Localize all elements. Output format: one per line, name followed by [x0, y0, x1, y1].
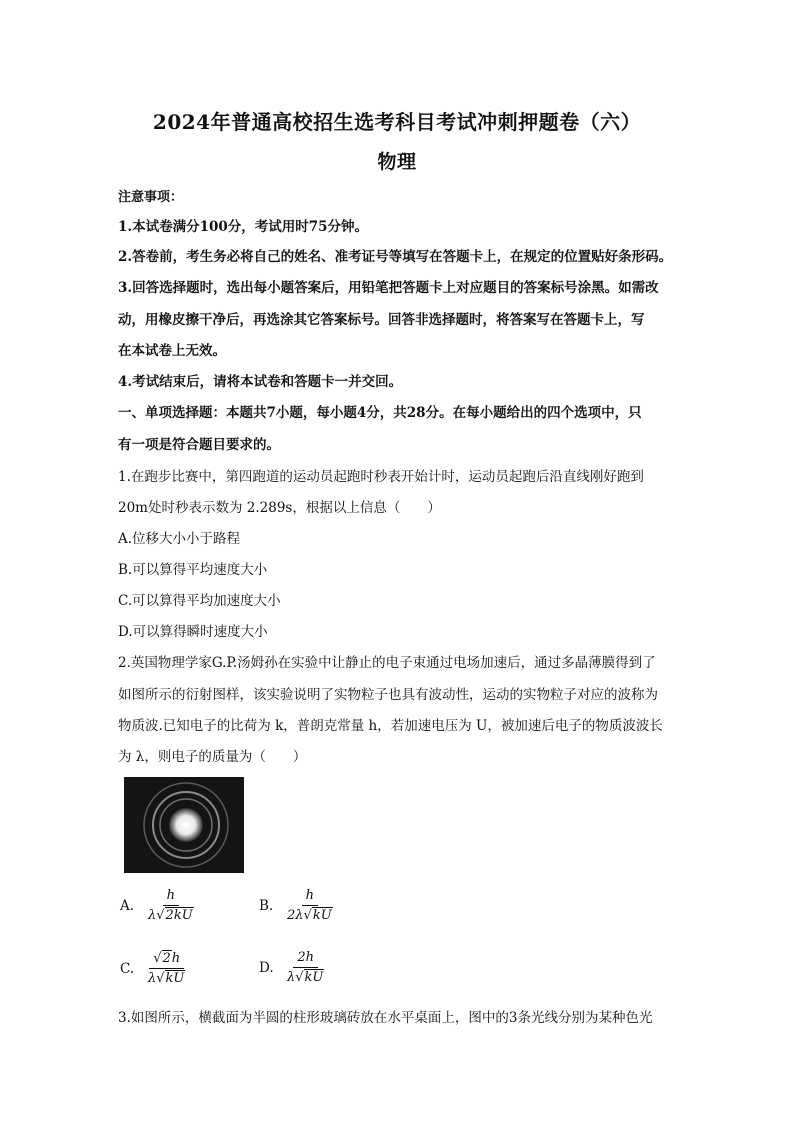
q1-option-d: D.可以算得瞬时速度大小 — [118, 624, 268, 640]
q3-stem: 3.如图所示，横截面为半圆的柱形玻璃砖放在水平桌面上，图中的3条光线分别为某种色光 — [118, 1010, 653, 1026]
fraction: h 2λ √ kU — [287, 888, 332, 923]
note-3: 3.回答选择题时，选出每小题答案后，用铅笔把答题卡上对应题目的答案标号涂黑。如需改 — [118, 280, 659, 296]
exam-title: 2024年普通高校招生选考科目考试冲刺押题卷（六） — [152, 110, 642, 134]
q1-stem-cont: 20m处时秒表示数为 2.289s，根据以上信息（ ） — [118, 500, 441, 516]
note-4: 4.考试结束后，请将本试卷和答题卡一并交回。 — [118, 374, 403, 390]
q1-stem: 1.在跑步比赛中，第四跑道的运动员起跑时秒表开始计时，运动员起跑后沿直线刚好跑到 — [118, 469, 644, 485]
note-2: 2.答卷前，考生务必将自己的姓名、准考证号等填写在答题卡上，在规定的位置贴好条形码。 — [118, 249, 673, 265]
q2-stem: 2.英国物理学家G.P.汤姆孙在实验中让静止的电子束通过电场加速后，通过多晶薄膜得到了 — [118, 655, 656, 671]
q2-stem-4: 为 λ，则电子的质量为（ ） — [118, 749, 307, 765]
q2-option-d: D. 2h λ √ kU — [259, 950, 328, 986]
section-heading: 一、单项选择题：本题共7小题，每小题4分，共28分。在每小题给出的四个选项中，只 — [118, 405, 642, 421]
diffraction-pattern-image — [124, 777, 244, 873]
q2-option-c: C. √ 2 h λ √ kU — [120, 950, 189, 987]
note-3-end: 在本试卷上无效。 — [118, 343, 226, 359]
note-1: 1.本试卷满分100分，考试用时75分钟。 — [118, 219, 369, 235]
notes-heading: 注意事项： — [118, 190, 184, 205]
q2-stem-3: 物质波.已知电子的比荷为 k，普朗克常量 h，若加速电压为 U，被加速后电子的物质波波长 — [118, 718, 663, 734]
fraction: 2h λ √ kU — [287, 950, 324, 985]
q1-option-c: C.可以算得平均加速度大小 — [118, 593, 281, 609]
q1-option-b: B.可以算得平均速度大小 — [118, 562, 268, 578]
diffraction-rings — [124, 777, 244, 873]
q2-option-b: B. h 2λ √ kU — [259, 888, 337, 924]
fraction: √ 2 h λ √ kU — [148, 951, 185, 986]
note-3-cont: 动，用橡皮擦干净后，再选涂其它答案标号。回答非选择题时，将答案写在答题卡上，写 — [118, 312, 645, 328]
q2-option-a: A. h λ √ 2kU — [120, 888, 198, 924]
q2-stem-2: 如图所示的衍射图样，该实验说明了实物粒子也具有波动性，运动的实物粒子对应的波称为 — [118, 687, 658, 703]
subject-title: 物理 — [377, 151, 417, 173]
section-heading-cont: 有一项是符合题目要求的。 — [118, 437, 280, 453]
q1-option-a: A.位移大小小于路程 — [118, 531, 241, 547]
fraction: h λ √ 2kU — [148, 888, 193, 923]
